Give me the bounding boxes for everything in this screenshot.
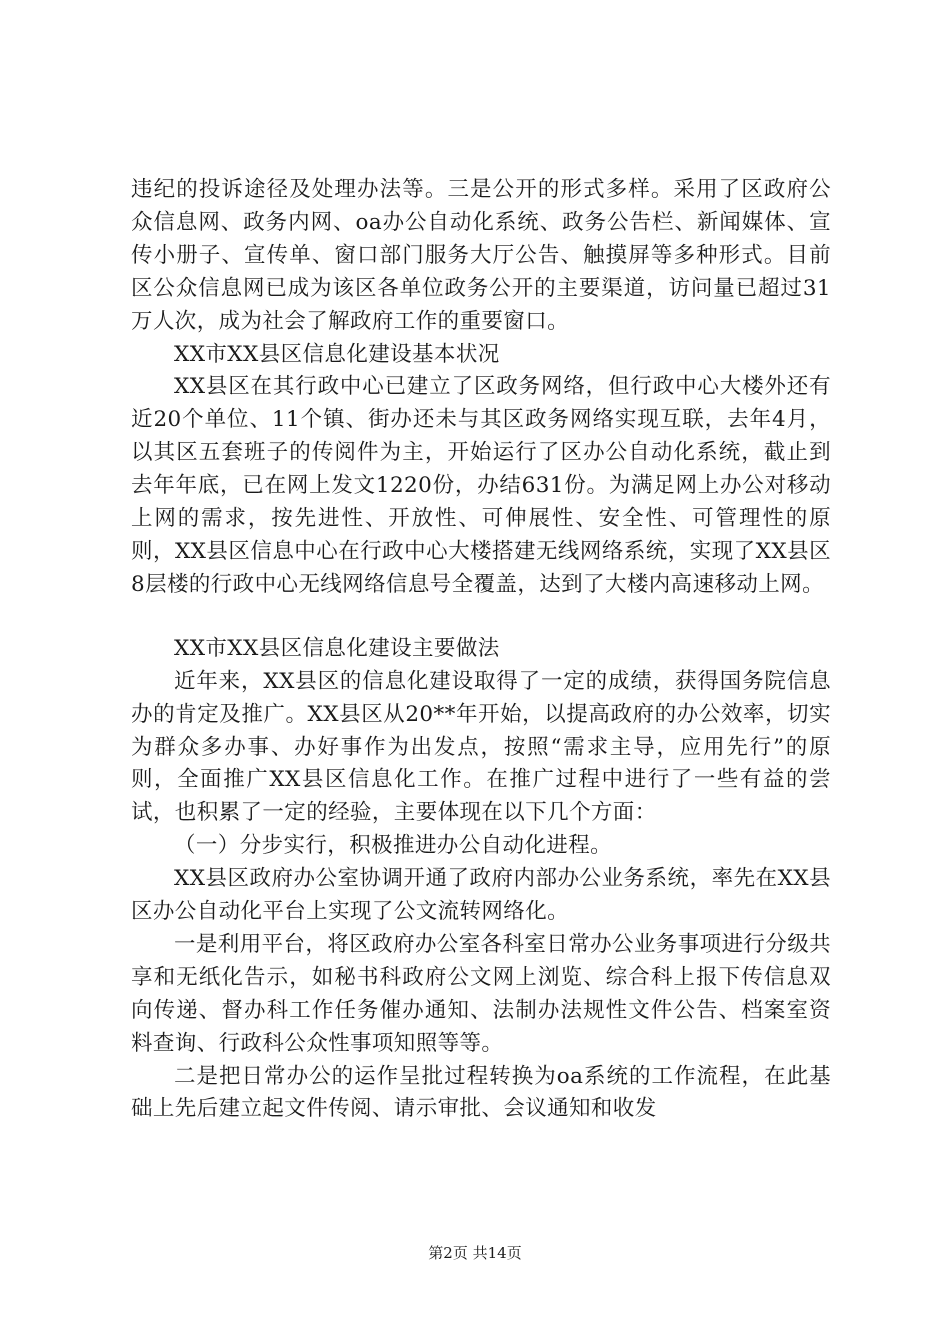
paragraph-6: 二是把日常办公的运作呈批过程转换为oa系统的工作流程，在此基础上先后建立起文件传阅、请示审批、会议通知和收发: [131, 1063, 831, 1122]
paragraph-spacer: [131, 602, 831, 633]
paragraph-4: XX县区政府办公室协调开通了政府内部办公业务系统，率先在XX县区办公自动化平台上实现了公文流转网络化。: [131, 866, 831, 925]
subsection-heading-1: （一）分步实行，积极推进办公自动化进程。: [174, 833, 613, 859]
paragraph-3: 近年来，XX县区的信息化建设取得了一定的成绩，获得国务院信息办的肯定及推广。XX县区从20**年开始，以提高政府的办公效率，切实为群众多办事、办好事作为出发点，按照“需求主导，应用先行”的原则，全面推广XX县区信息化工作。在推广过程中进行了一些有益的尝试，也积累了一定的经验，主要体现在以下几个方面：: [131, 668, 831, 826]
document-body: [131, 174, 831, 1126]
paragraph-1: 违纪的投诉途径及处理办法等。三是公开的形式多样。采用了区政府公众信息网、政务内网、oa办公自动化系统、政务公告栏、新闻媒体、宣传小册子、宣传单、窗口部门服务大厅公告、触摸屏等多种形式。目前区公众信息网已成为该区各单位政务公开的主要渠道，访问量已超过31万人次，成为社会了解政府工作的重要窗口。: [131, 177, 831, 334]
paragraph-2: XX县区在其行政中心已建立了区政务网络，但行政中心大楼外还有近20个单位、11个镇、街办还未与其区政务网络实现互联，去年4月，以其区五套班子的传阅件为主，开始运行了区办公自动化系统，截止到去年年底，已在网上发文1220份，办结631份。为满足网上办公对移动上网的需求，按先进性、开放性、可伸展性、安全性、可管理性的原则，XX县区信息中心在行政中心大楼搭建无线网络系统，实现了XX县区8层楼的行政中心无线网络信息号全覆盖，达到了大楼内高速移动上网。: [131, 374, 831, 597]
section-heading-basic-status: XX市XX县区信息化建设基本状况: [174, 341, 500, 367]
page-footer: 第2页 共14页: [428, 1244, 522, 1262]
paragraph-5: 一是利用平台，将区政府办公室各科室日常办公业务事项进行分级共享和无纸化告示，如秘书科政府公文网上浏览、综合科上报下传信息双向传递、督办科工作任务催办通知、法制办法规性文件公告、档案室资料查询、行政科公众性事项知照等等。: [131, 931, 832, 1056]
section-heading-main-practices: XX市XX县区信息化建设主要做法: [174, 635, 500, 661]
